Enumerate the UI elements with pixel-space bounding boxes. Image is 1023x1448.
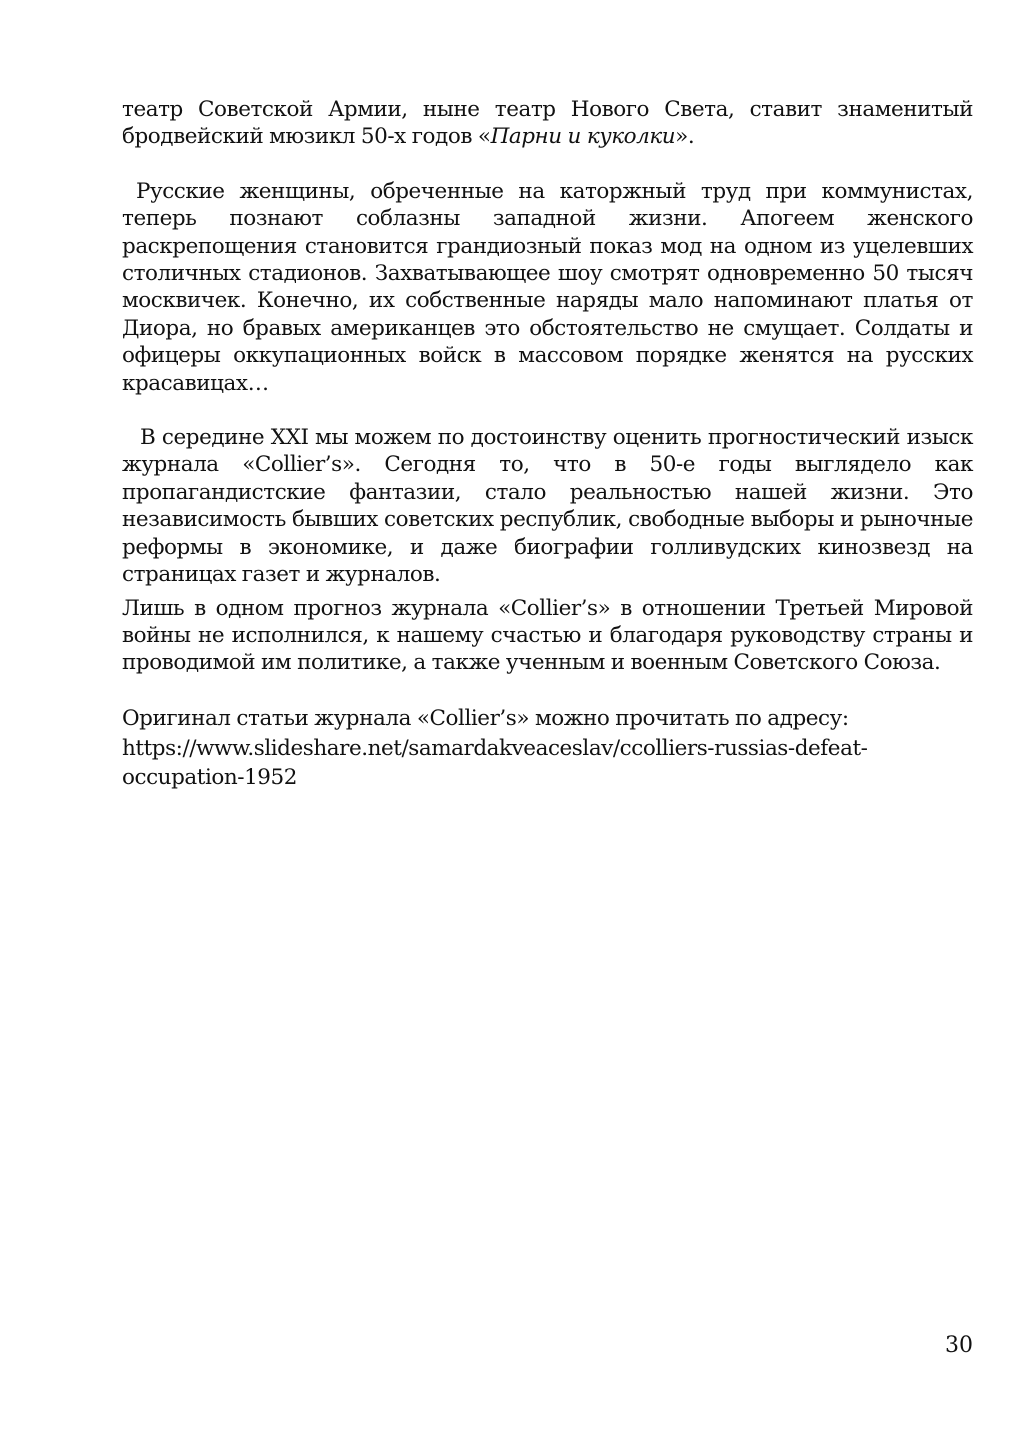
source-url-line-1[interactable]: https://www.slideshare.net/samardakveaceslav/ccolliers-russias-defeat- <box>122 735 868 761</box>
paragraph-forecast: Лишь в одном прогноз журнала «Collier’s» в отношении Третьей Мировой войны не исполнился, к нашему счастью и благодаря руководству страны и проводимой им политике, а также ученным и военным Советского Союза. <box>122 595 973 676</box>
musical-title: Парни и куколки <box>490 124 676 150</box>
paragraph-intro <box>122 96 973 151</box>
paragraph-russian-women: Русские женщины, обреченные на каторжный труд при коммунистах, теперь познают соблазны западной жизни. Апогеем женского раскрепощения становится грандиозный показ мод на одном из уцелевших столичных стадионов. Захватывающее шоу смотрят одновременно 50 тысяч москвичек. Конечно, их собственные наряды мало напоминают платья от Диора, но бравых американцев это обстоятельство не смущает. Солдаты и офицеры оккупационных войск в массовом порядке женятся на русских красавицах… <box>122 178 973 396</box>
paragraph-intro-text: театр Советской Армии, ныне театр Нового Света, ставит знаменитый бродвейский мюзикл 50-х годов « <box>122 97 973 150</box>
paragraph-spacer <box>122 151 973 178</box>
paragraph-spacer <box>122 677 973 704</box>
paragraph-spacer <box>122 397 973 424</box>
page-number: 30 <box>945 1333 973 1358</box>
paragraph-original-source: Оригинал статьи журнала «Collier’s» можно прочитать по адресу: <box>122 705 849 731</box>
document-body <box>122 96 973 791</box>
source-url-line-2[interactable]: occupation-1952 <box>122 764 297 790</box>
paragraph-21st-century: В середине XXI мы можем по достоинству оценить прогностический изыск журнала «Collier’s». Сегодня то, что в 50-е годы выглядело как пропагандистские фантазии, стало реальностью нашей жизни. Это независимость бывших советских республик, свободные выборы и рыночные реформы в экономике, и даже биографии голливудских кинозвезд на страницах газет и журналов. <box>122 425 973 588</box>
paragraph-intro-end: ». <box>675 124 695 150</box>
